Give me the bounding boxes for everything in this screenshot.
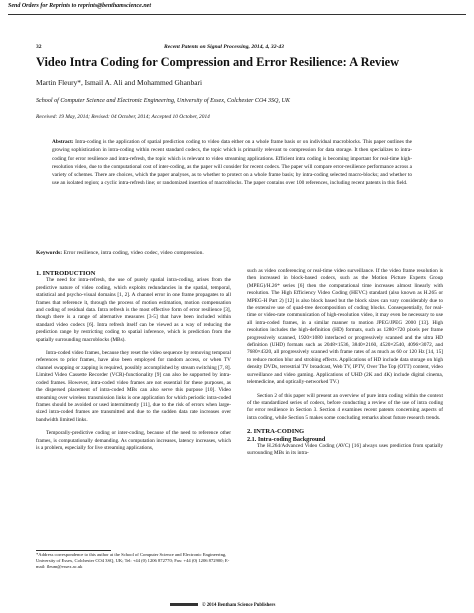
keywords-label: Keywords: [36,250,63,256]
correspondence-footnote: *Address correspondence to this author at the School of Computer Science and Electronic Engineering, University of Essex, Colchester CO4 3SQ, UK; Tel: +44 (0) 1206 872770; Fax: +44 (0) 1206 872900; E-mail: fleum@essex.ac.uk [36,552,230,569]
body-paragraph: Intra-coded video frames, because they reset the video sequence by removing temporal references to prior frames, have also been employed for random access, or when TV channel swapping or zapping is required, possibly accomplished by stream switching [7, 8]. Limited Video Cassette Recorder (VCR)-functionality [9] can also be supported by intra-coded frames. However, intra-coded video frames are not essential for these purposes, as the dispersed placement of intra-coded MBs can also serve this purpose [10]. Video streaming over wireless transmission links is one application for which periodic intra-coded frames should be avoided or used intermittently [11], due to the risk of errors when large-sized intra-coded frames are transmitted and due to the sudden data rate increases over bandwidth limited links. [36,350,231,423]
body-paragraph: Section 2 of this paper will present an overview of pure intra coding within the context of the standardized series of codecs, before conducting a review of the use of intra coding for error resilience in Section 3. Section 4 examines recent patents concerning aspects of intra coding, while Section 5 makes some concluding remarks about future research trends. [247,392,443,421]
page-number: 32 [36,44,42,50]
body-paragraph: The need for intra-refresh, the use of purely spatial intra-coding, arises from the predictive nature of video coding, which exploits redundancies in the spatial, temporal, statistical and psycho-visual domains [1, 2]. A channel error in one frame propagates to all frames that reference it, through the process of motion estimation, motion compensation and coding of residual data. Intra refresh is the most effective form of error resilience [3], though there is a range of alternative measures [3-5] that have been included within standard video codecs [6]. Intra refresh itself can be viewed as a way of reducing the prediction range by restricting coding to spatial inference, which is prediction from the spatially surrounding macroblocks (MBs). [36,277,231,343]
section-heading-introduction: 1. INTRODUCTION [36,270,96,277]
header-rule [8,14,466,15]
abstract [52,138,412,188]
reprint-notice: Send Orders for Reprints to reprints@benthamscience.net [8,3,152,9]
subsection-heading: 2.1. Intra-coding Background [247,435,326,443]
barcode-graphic [170,603,198,606]
section-heading-intra-coding: 2. INTRA-CODING [247,428,305,436]
publisher-footer [170,603,350,608]
submission-dates: Received: 19 May, 2014; Revised: 04 October, 2014; Accepted 10 October, 2014 [36,114,210,120]
body-paragraph: such as video conferencing or real-time video surveillance. If the video frame resolution is then increased in block-based codecs, such as the Motion Picture Experts Group (MPEG)/H.26* series [6] then the computational time increases almost linearly with resolution. The High Efficiency Video Coding (HEVC) standard (also known as H.265 or MPEG-H Part 2) [12] is also block based but the block sizes can vary considerably due to the extensive use of quad-tree decomposition of coding blocks. Consequentially, for real-time or video-rate communication of high-resolution video, it may even be necessary to use all intra-coded frames, in a similar manner to motion JPEG/JPEG 2000 [13]. High resolution includes the high-definition (HD) formats, such as 1280×720 pixels per frame progressively scanned, 1920×1080 interlaced or progressively scanned and the ultra HD definition (UHD) formats such as 2048×1536, 3840×2160, 4520×2540, 4096×3072, and 7680×4320, all progressively scanned with frame rates of as much as 60 or 120 Hz [14, 15] to reduce motion blur and strobing effects. Applications of HD include data storage on high density DVDs, terrestrial TV broadcast, Web TV, IPTV, Over The Top (OTT) content, video surveillance and video gaming. Applications of UHD (2K and 4K) include digital cinema, telemedicine, and optically-networked TV.) [247,268,443,386]
paper-title: Video Intra Coding for Compression and Error Resilience: A Review [36,55,400,69]
copyright-text: © 2014 Bentham Science Publishers [202,603,276,608]
footnote-rule [36,550,111,551]
journal-citation: Recent Patents on Signal Processing, 2014, 4, 32-43 [164,44,284,50]
author-list: Martin Fleury*, Ismail A. Ali and Mohammed Ghanbari [36,78,203,87]
keywords-text: Error resilience, intra coding, video codec, video compression. [63,250,204,256]
affiliation: School of Computer Science and Electronic Engineering, University of Essex, Colchester CO4 3SQ, UK [36,98,290,104]
right-column [247,268,443,458]
keywords [36,250,440,257]
body-paragraph: The H.264/Advanced Video Coding (AVC) [16] always uses prediction from spatially surrounding MBs in its intra- [247,442,443,457]
left-column [36,270,231,452]
abstract-label: Abstract: [52,139,74,145]
body-paragraph: Temporally-predictive coding or inter-coding, because of the need to reference other frames, is computationally demanding. As computation increases, latency increases, which is a problem, especially for live streaming applications, [36,430,231,451]
abstract-text: Intra-coding is the application of spatial prediction coding to video data either on a whole frame basis or on individual macroblocks. This paper outlines the growing sophistication in intra-coding within recent standard codecs, the topic which is primarily relevant to compression for data storage. It then specializes to intra-coding for error resilience and intra-refresh, the topic which is relevant to video streaming applications. Efficient intra coding is becoming important for real-time high-resolution video, due to the computational cost of inter-coding, as the paper will consider for recent codecs. The paper will compare error-resilience performance across a variety of schemes. There are choices, which the paper analyses, as to whether to protect on a whole frame basis; by intra-coding selected macro-blocks; and whether to use an isolated region; a cyclic intra-refresh line; or randomized insertion of macroblocks. The paper contains over 100 references, including recent patents in this field. [52,139,412,187]
